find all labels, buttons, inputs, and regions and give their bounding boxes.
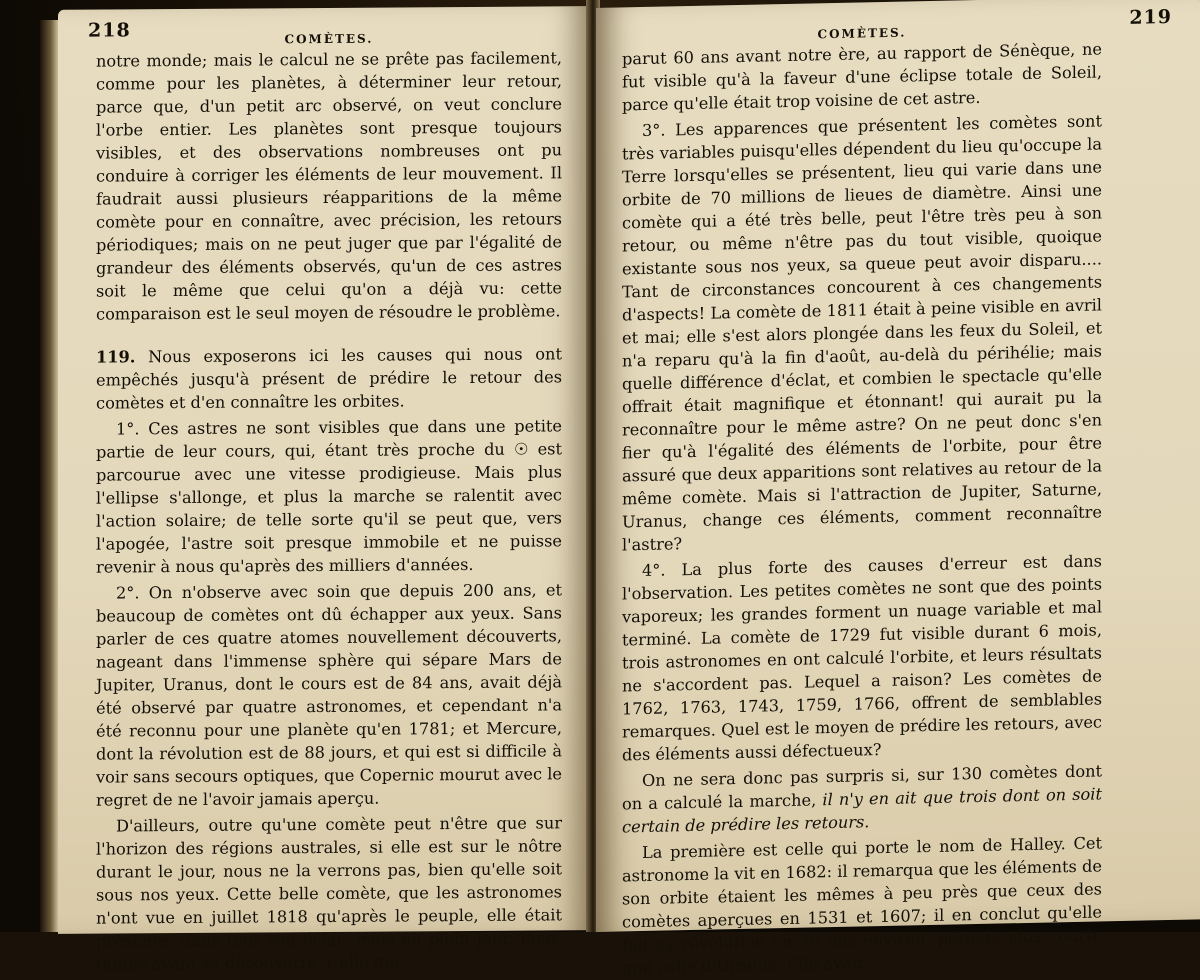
left-paragraph: D'ailleurs, outre qu'une comète peut n'être que sur l'horizon des régions australes, si elle est sur le nôtre durant le jour, nous ne la verrons pas, bien qu'elle soit sous nos yeux. Cette belle comète, que les astronomes n'ont vue en juillet 1818 qu'après le peuple, elle était présente, dans tout son éclat, mais en plein jour, long-temps avant sa découverte. Celle qui xyxy=(96,813,562,974)
page-edges xyxy=(40,20,58,932)
right-paragraph: 3°. Les apparences que présentent les comètes sont très variables puisqu'elles dépendent du lieu qu'occupe la Terre lorsqu'elles se présentent, lieu qui varie dans une orbite de 70 millions de lieues de diamètre. Ainsi une comète qui a été très belle, peut l'être très peu à son retour, ou même n'être pas du tout visible, quoique existante sous nos yeux, sa queue peut avoir disparu.... Tant de circonstances concourent à ces changements d'aspects! La comète de 1811 était à peine visible en avril et mai; elle s'est alors plongée dans les feux du Soleil, et n'a reparu qu'à la fin d'août, au-delà du périhélie; mais quelle différence d'éclat, et combien le spectacle qu'elle offrait était magnifique et étonnant! qui aurait pu la reconnaître pour le même astre? On ne peut donc s'en fier qu'à l'égalité des éléments de l'orbite, pour être assuré que deux apparitions sont relatives au retour de la même comète. Mais si l'attraction de Jupiter, Saturne, Uranus, change ces éléments, comment reconnaître l'astre? xyxy=(622,111,1102,555)
left-running-head: COMÈTES. xyxy=(284,31,374,47)
left-page-number: 218 xyxy=(88,19,131,42)
left-paragraph: 2°. On n'observe avec soin que depuis 200 ans, et beaucoup de comètes ont dû échapper aux yeux. Sans parler de ces quatre atomes nouvellement découverts, nageant dans l'immense sphère qui sépare Mars de Jupiter, Uranus, dont le cours est de 84 ans, avait déjà été observé par quatre astronomes, et cependant n'a été reconnu pour une planète qu'en 1781; et Mercure, dont la révolution est de 88 jours, et qui est si difficile à voir sans secours optiques, que Copernic mourut avec le regret de ne l'avoir jamais aperçu. xyxy=(96,580,562,810)
right-paragraph: 4°. La plus forte des causes d'erreur est dans l'observation. Les petites comètes ne sont que des points vaporeux; les grandes forment un nuage variable et mal terminé. La comète de 1729 fut visible durant 6 mois, trois astronomes en ont calculé l'orbite, et leurs résultats ne s'accordent pas. Lequel a raison? Les comètes de 1762, 1763, 1743, 1759, 1766, offrent de semblables remarques. Quel est le moyen de prédire les retours, avec des éléments aussi défectueux? xyxy=(622,551,1102,765)
right-running-head: COMÈTES. xyxy=(817,25,907,42)
right-paragraph xyxy=(622,759,1102,838)
section-number: 119. xyxy=(96,347,136,367)
left-page-header xyxy=(88,16,562,49)
para4-italic-text: il n'y en ait que trois dont on soit certain de prédire les retours. xyxy=(622,784,1102,837)
left-page-body xyxy=(96,46,562,975)
left-paragraph: 1°. Ces astres ne sont visibles que dans une petite partie de leur cours, qui, étant très proche du ☉ est parcourue avec une vitesse prodigieuse. Mais plus l'ellipse s'allonge, et plus la marche se ralentit avec l'action solaire; de telle sorte qu'il se peut que, vers l'apogée, l'astre soit presque immobile et ne puisse revenir à nous qu'après des milliers d'années. xyxy=(96,416,562,577)
right-page-body xyxy=(622,37,1102,979)
left-page xyxy=(58,6,588,974)
right-page-number: 219 xyxy=(1129,5,1172,29)
left-paragraph: notre monde; mais le calcul ne se prête pas facilement, comme pour les planètes, à déterminer leur retour, parce que, d'un petit arc observé, on veut conclure l'orbe entier. Les planètes sont presque toujours visibles, et des observations nombreuses ont pu conduire à corriger les éléments de leur mouvement. Il faudrait aussi plusieurs réapparitions de la même comète pour en connaître, avec précision, les retours périodiques; mais on ne peut juger que par l'égalité de grandeur des éléments observés, qu'un de ces astres soit le même que celui qu'on a déjà vu: cette comparaison est le seul moyen de résoudre le problème. xyxy=(96,48,562,324)
right-page xyxy=(596,0,1200,978)
right-paragraph: La première est celle qui porte le nom de Halley. Cet astronome la vit en 1682: il remarqua que les éléments de son orbite étaient les mêmes à peu près que ceux des comètes aperçues en 1531 et 1607; il en conclut qu'elle fait sa révolution en 76 ans environ, période plus courte que celle d'Uranus. Elle avait xyxy=(622,833,1102,978)
section-119 xyxy=(96,342,562,414)
section-text: Nous exposerons ici les causes qui nous ont empêchés jusqu'à présent de prédire le retour des comètes et d'en connaître les orbites. xyxy=(96,344,562,413)
para4-text: On ne sera donc pas surpris si, sur 130 comètes dont on a calculé la marche, xyxy=(622,761,1102,814)
right-paragraph: parut 60 ans avant notre ère, au rapport de Sénèque, ne fut visible qu'à la faveur d'une éclipse totale de Soleil, parce qu'elle était trop voisine de cet astre. xyxy=(622,39,1102,115)
